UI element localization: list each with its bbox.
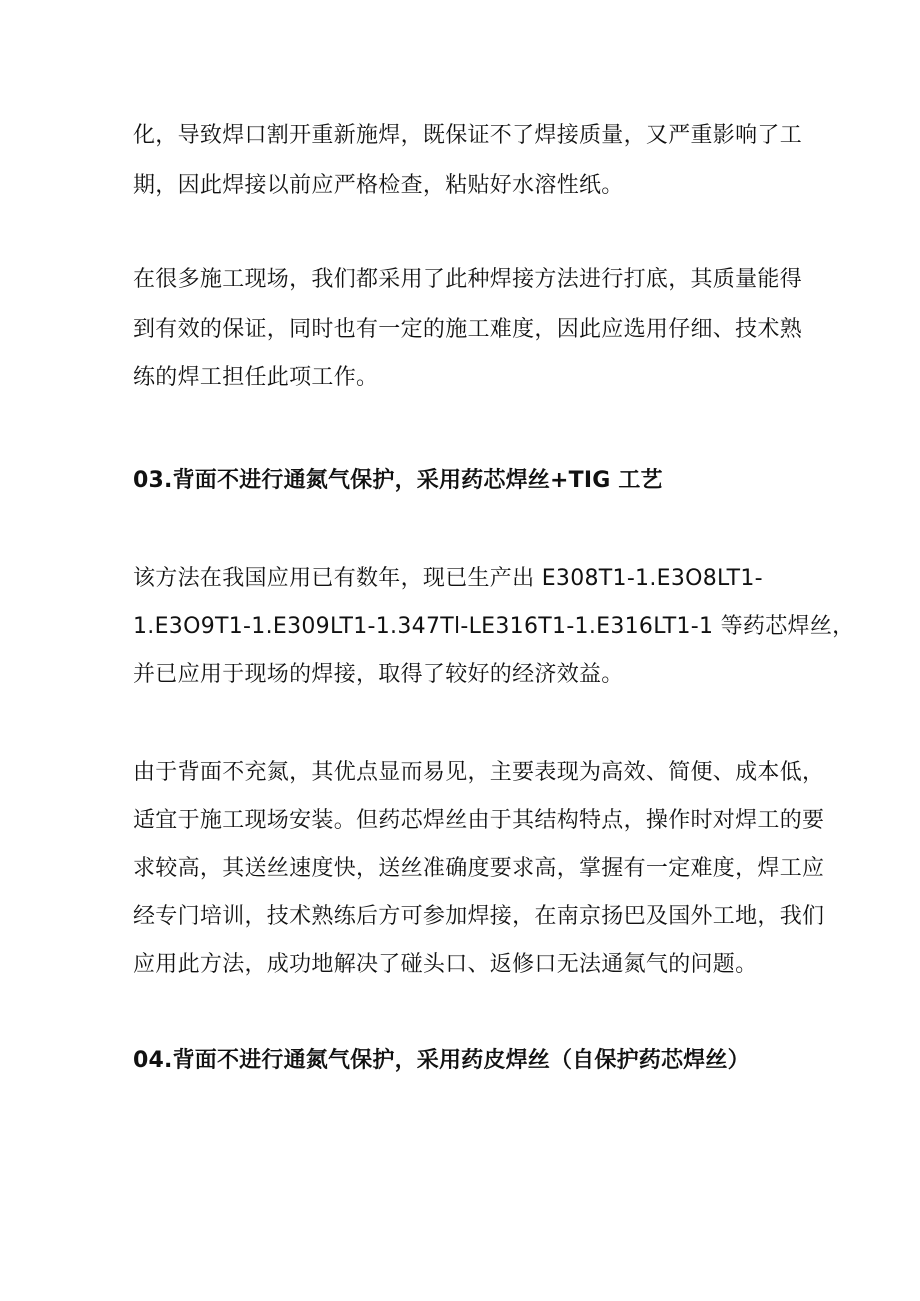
- paragraph-line: 应用此方法，成功地解决了碰头口、返修口无法通氮气的问题。: [133, 952, 758, 977]
- paragraph-line: 练的焊工担任此项工作。: [133, 365, 379, 390]
- paragraph-line: 求较高，其送丝速度快，送丝准确度要求高，掌握有一定难度，焊工应: [133, 856, 825, 881]
- paragraph-line: 到有效的保证，同时也有一定的施工难度，因此应选用仔细、技术熟: [133, 317, 803, 342]
- paragraph-line: 期，因此焊接以前应严格检查，粘贴好水溶性纸。: [133, 173, 624, 198]
- paragraph-line: 适宜于施工现场安装。但药芯焊丝由于其结构特点，操作时对焊工的要: [133, 808, 825, 833]
- paragraph-line: 并已应用于现场的焊接，取得了较好的经济效益。: [133, 662, 624, 687]
- section-heading-03: 03.背面不进行通氮气保护，采用药芯焊丝+TIG 工艺: [133, 468, 663, 493]
- paragraph-line: 由于背面不充氮，其优点显而易见，主要表现为高效、简便、成本低，: [133, 760, 825, 785]
- paragraph-line: 在很多施工现场，我们都采用了此种焊接方法进行打底，其质量能得: [133, 267, 803, 292]
- paragraph-line: 化，导致焊口割开重新施焊，既保证不了焊接质量，又严重影响了工: [133, 123, 803, 148]
- paragraph-line: 经专门培训，技术熟练后方可参加焊接，在南京扬巴及国外工地，我们: [133, 904, 825, 929]
- paragraph-line: 该方法在我国应用已有数年，现已生产出 E308T1-1.E3O8LT1-: [133, 566, 763, 591]
- paragraph-line: 1.E3O9T1-1.E309LT1-1.347Tl-LE316T1-1.E316LT1-1 等药芯焊丝，: [133, 614, 855, 639]
- section-heading-04: 04.背面不进行通氮气保护，采用药皮焊丝（自保护药芯焊丝）: [133, 1048, 750, 1073]
